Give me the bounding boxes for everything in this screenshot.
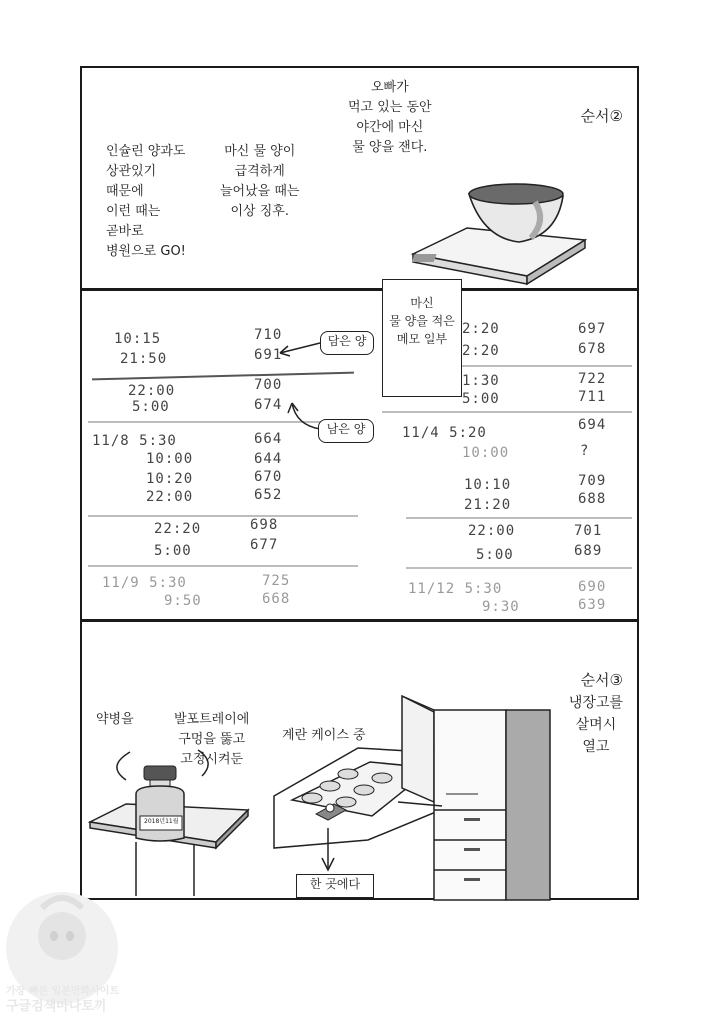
watermark-line-1: 가장 빠른 일본만화사이트 <box>6 986 120 997</box>
memo-value: 652 <box>254 487 283 503</box>
memo-time: 10:00 <box>146 451 194 467</box>
bowl-on-scale-illustration <box>407 176 587 280</box>
memo-time: 5:00 <box>154 543 192 559</box>
memo-divider <box>406 567 632 569</box>
memo-value: 710 <box>254 327 283 343</box>
note-foam-tray: 발포트레이에 구멍을 뚫고 고정시켜둔 <box>174 712 250 767</box>
label-remaining-amount: 남은 양 <box>318 419 374 443</box>
memo-time: 22:00 <box>128 383 176 399</box>
memo-time: 21:50 <box>120 351 168 367</box>
memo-value: 678 <box>578 341 607 357</box>
memo-time: 11/12 5:30 <box>408 581 503 597</box>
panel-3 <box>80 620 639 900</box>
memo-value: 711 <box>578 389 607 405</box>
fridge-illustration <box>394 690 554 902</box>
order-label-3: 순서③ <box>580 671 623 689</box>
memo-time: 11/4 5:20 <box>402 425 487 441</box>
memo-divider <box>92 372 354 381</box>
watermark-text <box>6 984 119 1015</box>
bottle-label: 2018년11월 <box>144 818 179 825</box>
memo-time: 9:30 <box>482 599 520 615</box>
arrow-to-filled <box>272 331 322 361</box>
label-one-spot: 한 곳에다 <box>296 874 374 898</box>
memo-time: 11/8 5:30 <box>92 433 177 449</box>
memo-value: 689 <box>574 543 603 559</box>
memo-value: 701 <box>574 523 603 539</box>
memo-value: 664 <box>254 431 283 447</box>
memo-value: 700 <box>254 377 283 393</box>
memo-divider <box>452 365 632 367</box>
memo-value: 722 <box>578 371 607 387</box>
memo-value: 688 <box>578 491 607 507</box>
note-open-fridge: 냉장고를 살며시 열고 <box>568 695 623 755</box>
memo-time: 22:20 <box>154 521 202 537</box>
memo-divider <box>382 411 632 413</box>
memo-time: 1:30 <box>462 373 500 389</box>
memo-divider <box>88 565 358 567</box>
memo-value: 670 <box>254 469 283 485</box>
note-bottle: 약병을 <box>96 712 134 727</box>
panel-2 <box>80 289 639 621</box>
watermark-line-2: 구글검색마나토끼 <box>6 999 107 1014</box>
memo-time: 5:00 <box>462 391 500 407</box>
memo-divider <box>406 517 632 519</box>
memo-time: 10:15 <box>114 331 162 347</box>
note-water-surge: 마신 물 양이 급격하게 늘어났을 때는 이상 징후. <box>220 144 300 219</box>
memo-time: 22:00 <box>146 489 194 505</box>
memo-time: 2:20 <box>462 321 500 337</box>
memo-time: 10:10 <box>464 477 512 493</box>
memo-divider <box>88 515 358 517</box>
memo-value: 725 <box>262 573 291 589</box>
panel-1 <box>80 66 639 290</box>
memo-time: 11/9 5:30 <box>102 575 187 591</box>
memo-caption-box: 마신 물 양을 적은 메모 일부 <box>382 279 462 397</box>
memo-value: 709 <box>578 473 607 489</box>
memo-value: 691 <box>254 347 283 363</box>
memo-value: 668 <box>262 591 291 607</box>
memo-time: 21:20 <box>464 497 512 513</box>
memo-time: 5:00 <box>132 399 170 415</box>
memo-value: 698 <box>250 517 279 533</box>
memo-time: 5:00 <box>476 547 514 563</box>
memo-time: 9:50 <box>164 593 202 609</box>
note-measure-night: 오빠가 먹고 있는 동안 야간에 마신 물 양을 잰다. <box>348 80 432 155</box>
memo-value: 639 <box>578 597 607 613</box>
memo-value: 674 <box>254 397 283 413</box>
note-insulin: 인슐린 양과도 상관있기 때문에 이런 때는 곧바로 병원으로 GO! <box>106 144 186 259</box>
memo-value: 690 <box>578 579 607 595</box>
memo-time: 22:00 <box>468 523 516 539</box>
order-label-2: 순서② <box>580 107 623 125</box>
memo-value: 697 <box>578 321 607 337</box>
label-filled-amount: 담은 양 <box>320 331 374 355</box>
memo-value: ? <box>580 443 590 459</box>
memo-time: 10:20 <box>146 471 194 487</box>
memo-value: 644 <box>254 451 283 467</box>
memo-value: 677 <box>250 537 279 553</box>
memo-time: 10:00 <box>462 445 510 461</box>
memo-value: 694 <box>578 417 607 433</box>
memo-time: 2:20 <box>462 343 500 359</box>
note-egg-case: 계란 케이스 중 <box>282 728 366 743</box>
